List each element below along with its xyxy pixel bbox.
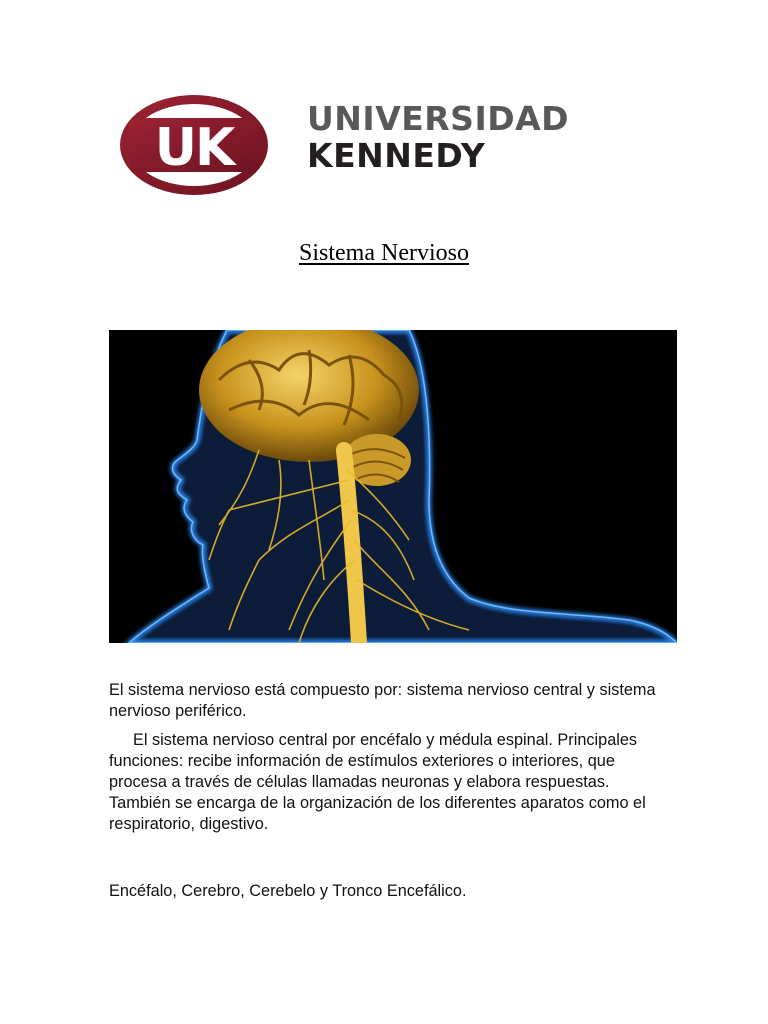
paragraph-intro: El sistema nervioso está compuesto por: sistema nervioso central y sistema nervioso periférico. [109, 681, 656, 720]
paragraph-parts-list: Encéfalo, Cerebro, Cerebelo y Tronco Encefálico. [109, 882, 467, 900]
logo-line-kennedy: KENNEDY [307, 136, 486, 175]
logo-line-universidad: UNIVERSIDAD [307, 99, 570, 138]
nervous-system-illustration [109, 330, 677, 643]
head-nerves-image [109, 330, 677, 643]
uk-seal-logo [116, 92, 272, 198]
paragraph-central-system: El sistema nervioso central por encéfalo y médula espinal. Principales funciones: recibe información de estímulos exteriores o interiores, que procesa a través de células llamadas neuronas y elabora respuestas. También se encarga de la organización de los diferentes aparatos como el respiratorio, digestivo. [109, 731, 646, 833]
page-title: Sistema Nervioso [299, 240, 469, 266]
body-text [109, 680, 669, 902]
logo-wordmark [307, 99, 671, 175]
university-logo [116, 92, 671, 200]
svg-text:UK: UK [154, 118, 234, 178]
